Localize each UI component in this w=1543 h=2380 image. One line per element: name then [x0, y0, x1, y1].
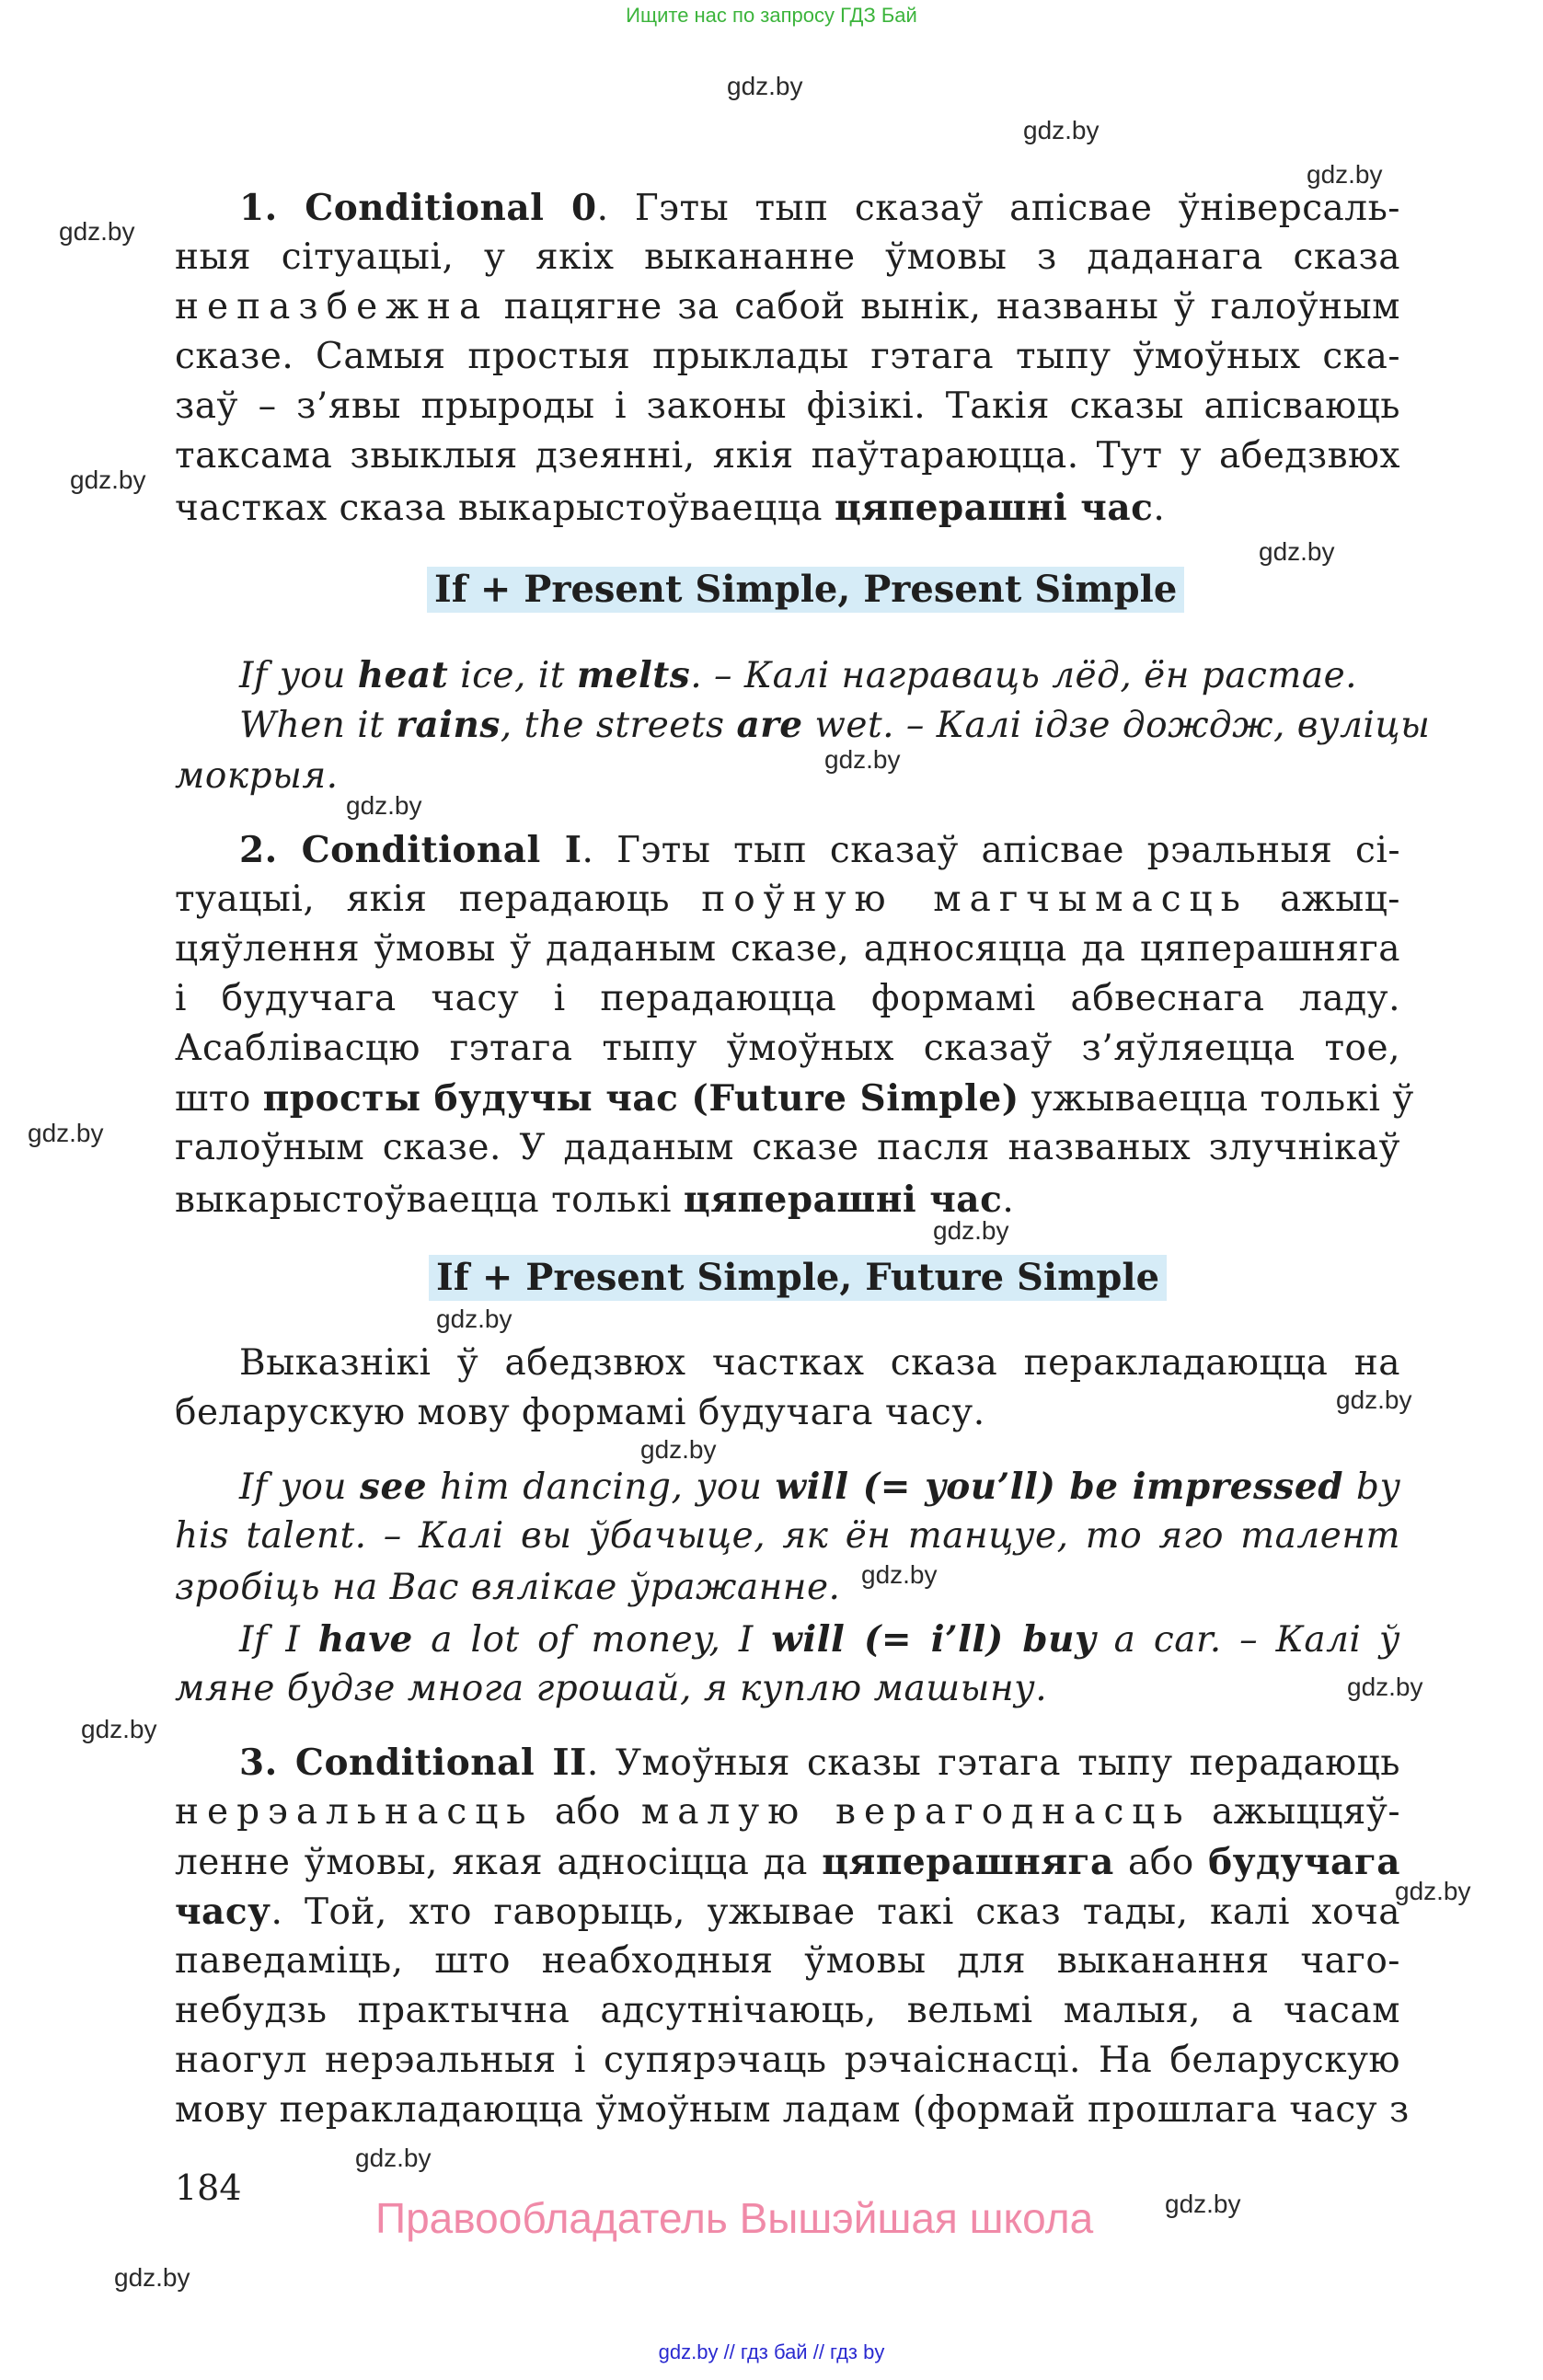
spaced-emphasis: нерэальнасць [175, 1791, 535, 1833]
paragraph-line: небудзь практычна адсутнічаюць, вельмі малыя, а часам [175, 1990, 1400, 2031]
watermark: gdz.by [59, 217, 135, 246]
paragraph-line: 2. Conditional I. Гэты тып сказаў апісвае рэальныя сі- [239, 829, 1401, 871]
bottom-banner[interactable]: gdz.by // гдз бай // гдз by [658, 2340, 885, 2363]
paragraph-line: выкарыстоўваецца толькі цяперашні час. [175, 1179, 1015, 1221]
example-line: If I have a lot of money, I will (= i’ll) buy a car. – Калі ў [239, 1618, 1400, 1661]
section-heading: 2. Conditional I [239, 829, 582, 871]
example-line: If you heat ice, it melts. – Калі награваць лёд, ён растае. [239, 654, 1358, 696]
spaced-emphasis: непазбежна [175, 286, 489, 328]
top-banner[interactable]: Ищите нас по запросу ГДЗ Бай [626, 4, 917, 27]
spaced-emphasis: поўную магчымасць [701, 879, 1249, 920]
watermark: gdz.by [1259, 537, 1335, 566]
paragraph-line: таксама звыклыя дзеянні, якія паўтараюцца. Тут у абедзвюх [175, 435, 1400, 477]
paragraph-line: частках сказа выкарыстоўваецца цяперашні час. [175, 487, 1166, 529]
watermark: gdz.by [640, 1435, 717, 1464]
watermark: gdz.by [1336, 1385, 1412, 1414]
example-line: his talent. – Калі вы ўбачыце, як ён танцуе, то яго талент [175, 1515, 1400, 1557]
paragraph-line: і будучага часу і перадаюцца формамі абвеснага ладу. [175, 978, 1400, 1019]
watermark: gdz.by [727, 72, 803, 100]
copyright-notice: Правообладатель Вышэйшая школа [375, 2194, 1094, 2242]
paragraph-line: 1. Conditional 0. Гэты тып сказаў апісвае ўніверсаль- [239, 187, 1400, 229]
paragraph-line: галоўным сказе. У даданым сказе пасля названых злучнікаў [175, 1127, 1400, 1168]
watermark: gdz.by [1307, 160, 1383, 189]
watermark: gdz.by [1347, 1673, 1423, 1701]
watermark: gdz.by [70, 466, 146, 494]
watermark: gdz.by [824, 745, 901, 774]
watermark: gdz.by [1023, 116, 1100, 144]
paragraph-line: нерэальнасць або малую верагоднасць ажыццяў- [175, 1791, 1400, 1833]
paragraph-line: Асаблівасцю гэтага тыпу ўмоўных сказаў з’яўляецца тое, [175, 1028, 1400, 1069]
paragraph-line: Выказнікі ў абедзвюх частках сказа перакладаюцца на [239, 1342, 1400, 1384]
paragraph-line: мову перакладаюцца ўмоўным ладам (формай прошлага часу з [175, 2089, 1410, 2131]
watermark: gdz.by [346, 791, 422, 820]
paragraph-line: заў – з’явы прыроды і законы фізікі. Такія сказы апісваюць [175, 385, 1400, 427]
example-line: зробіць на Вас вялікае ўражанне. [175, 1567, 841, 1608]
watermark: gdz.by [436, 1305, 512, 1333]
paragraph-line: часу. Той, хто гаворыць, ужывае такі сказ тады, калі хоча [175, 1891, 1400, 1933]
example-line: мокрыя. [175, 755, 339, 797]
section-heading: 1. Conditional 0 [239, 187, 597, 229]
paragraph-line: ленне ўмовы, якая адносіцца да цяперашняга або будучага [175, 1841, 1400, 1883]
example-line: When it rains, the streets are wet. – Калі ідзе дождж, вуліцы [239, 704, 1431, 746]
paragraph-line: непазбежна пацягне за сабой вынік, названы ў галоўным [175, 286, 1400, 328]
paragraph-line: беларускую мову формамі будучага часу. [175, 1392, 985, 1433]
paragraph-line: 3. Conditional II. Умоўныя сказы гэтага тыпу перадаюць [239, 1742, 1400, 1784]
watermark: gdz.by [1395, 1877, 1471, 1905]
paragraph-line: ныя сітуацыі, у якіх выкананне ўмовы з даданага сказа [175, 236, 1400, 278]
section-heading: 3. Conditional II [239, 1742, 587, 1784]
formula-present-future: If + Present Simple, Future Simple [429, 1255, 1167, 1301]
paragraph-line: паведаміць, што неабходныя ўмовы для выканання чаго- [175, 1940, 1400, 1982]
example-line: мяне будзе многа грошай, я куплю машыну. [175, 1668, 1048, 1709]
paragraph-line: наогул нерэальныя і супярэчаць рэчаіснасці. На беларускую [175, 2040, 1400, 2081]
watermark: gdz.by [81, 1715, 157, 1743]
watermark: gdz.by [1165, 2190, 1241, 2218]
spaced-emphasis: малую верагоднасць [640, 1791, 1192, 1833]
page-number: 184 [175, 2167, 242, 2208]
watermark: gdz.by [355, 2144, 432, 2172]
watermark: gdz.by [114, 2263, 190, 2292]
paragraph-line: цяўлення ўмовы ў даданым сказе, адносяцца да цяперашняга [175, 928, 1400, 970]
paragraph-line: сказе. Самыя простыя прыклады гэтага тыпу ўмоўных ска- [175, 336, 1400, 377]
paragraph-line: туацыі, якія перадаюць поўную магчымасць ажыц- [175, 879, 1400, 920]
watermark: gdz.by [861, 1560, 938, 1589]
example-line: If you see him dancing, you will (= you’ll) be impressed by [239, 1466, 1400, 1508]
formula-present-present: If + Present Simple, Present Simple [427, 567, 1184, 613]
paragraph-line: што просты будучы час (Future Simple) ужываецца толькі ў [175, 1077, 1414, 1120]
watermark: gdz.by [933, 1216, 1009, 1245]
watermark: gdz.by [28, 1119, 104, 1147]
